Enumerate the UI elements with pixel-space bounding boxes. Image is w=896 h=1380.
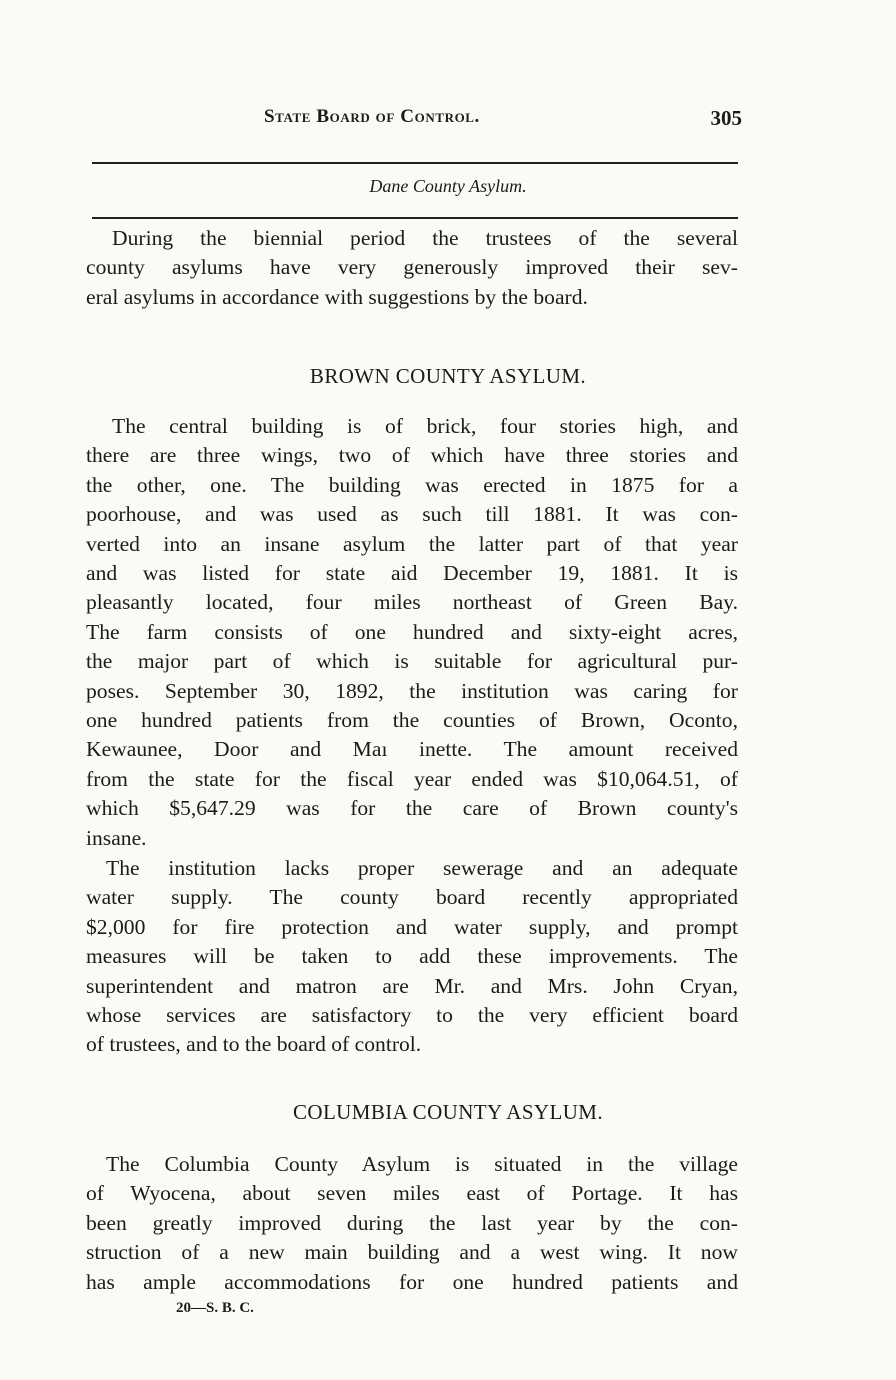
signature-mark: 20—S. B. C. <box>176 1300 254 1316</box>
text-line: poses. September 30, 1892, the institution was caring for <box>86 678 738 703</box>
columbia-paragraph-1 <box>86 1150 738 1297</box>
columbia-heading: COLUMBIA COUNTY ASYLUM. <box>292 1100 604 1124</box>
text-line: there are three wings, two of which have three stories and <box>86 443 738 468</box>
page-number: 305 <box>710 106 742 130</box>
text-line: county asylums have very generously improved their sev- <box>86 255 738 280</box>
text-line: superintendent and matron are Mr. and Mrs. John Cryan, <box>86 973 738 998</box>
brown-paragraph-1 <box>86 412 738 853</box>
text-line: and was listed for state aid December 19, 1881. It is <box>86 561 738 586</box>
text-line: whose services are satisfactory to the very efficient board <box>86 1003 738 1028</box>
text-line: insane. <box>86 825 147 850</box>
text-line: $2,000 for fire protection and water supply, and prompt <box>86 914 738 939</box>
text-line: The institution lacks proper sewerage and an adequate <box>106 856 738 880</box>
text-line: pleasantly located, four miles northeast of Green Bay. <box>86 590 738 615</box>
text-line: poorhouse, and was used as such till 1881. It was con- <box>86 502 738 527</box>
text-line: The farm consists of one hundred and sixty-eight acres, <box>86 619 738 644</box>
text-line: been greatly improved during the last year by the con- <box>86 1210 738 1235</box>
header-title: State Board of Control. <box>264 106 480 127</box>
header-rule-top <box>92 162 738 164</box>
header-rule-bottom <box>92 217 738 219</box>
text-line: water supply. The county board recently appropriated <box>86 885 738 910</box>
text-line: of trustees, and to the board of control. <box>86 1032 422 1057</box>
text-line: the other, one. The building was erected in 1875 for a <box>86 472 738 497</box>
text-line: The central building is of brick, four stories high, and <box>112 414 738 438</box>
text-line: one hundred patients from the counties of Brown, Oconto, <box>86 708 738 733</box>
text-line: from the state for the fiscal year ended was $10,064.51, of <box>86 766 738 791</box>
text-line: During the biennial period the trustees of the several <box>112 226 738 250</box>
text-line: struction of a new main building and a west wing. It now <box>86 1240 738 1265</box>
brown-paragraph-2 <box>86 854 738 1060</box>
text-line: eral asylums in accordance with suggestions by the board. <box>86 284 588 309</box>
running-head: Dane County Asylum. <box>369 176 527 196</box>
text-line: of Wyocena, about seven miles east of Portage. It has <box>86 1181 738 1206</box>
text-line: has ample accommodations for one hundred patients and <box>86 1269 738 1294</box>
page-header <box>86 104 742 138</box>
brown-heading: BROWN COUNTY ASYLUM. <box>309 364 587 388</box>
text-line: verted into an insane asylum the latter part of that year <box>86 531 738 556</box>
text-line: The Columbia County Asylum is situated in the village <box>106 1152 738 1176</box>
text-line: measures will be taken to add these improvements. The <box>86 944 738 969</box>
text-line: Kewaunee, Door and Maı inette. The amount received <box>86 737 738 762</box>
intro-paragraph <box>86 224 738 312</box>
text-line: the major part of which is suitable for agricultural pur- <box>86 649 738 674</box>
text-line: which $5,647.29 was for the care of Brown county's <box>86 796 738 821</box>
